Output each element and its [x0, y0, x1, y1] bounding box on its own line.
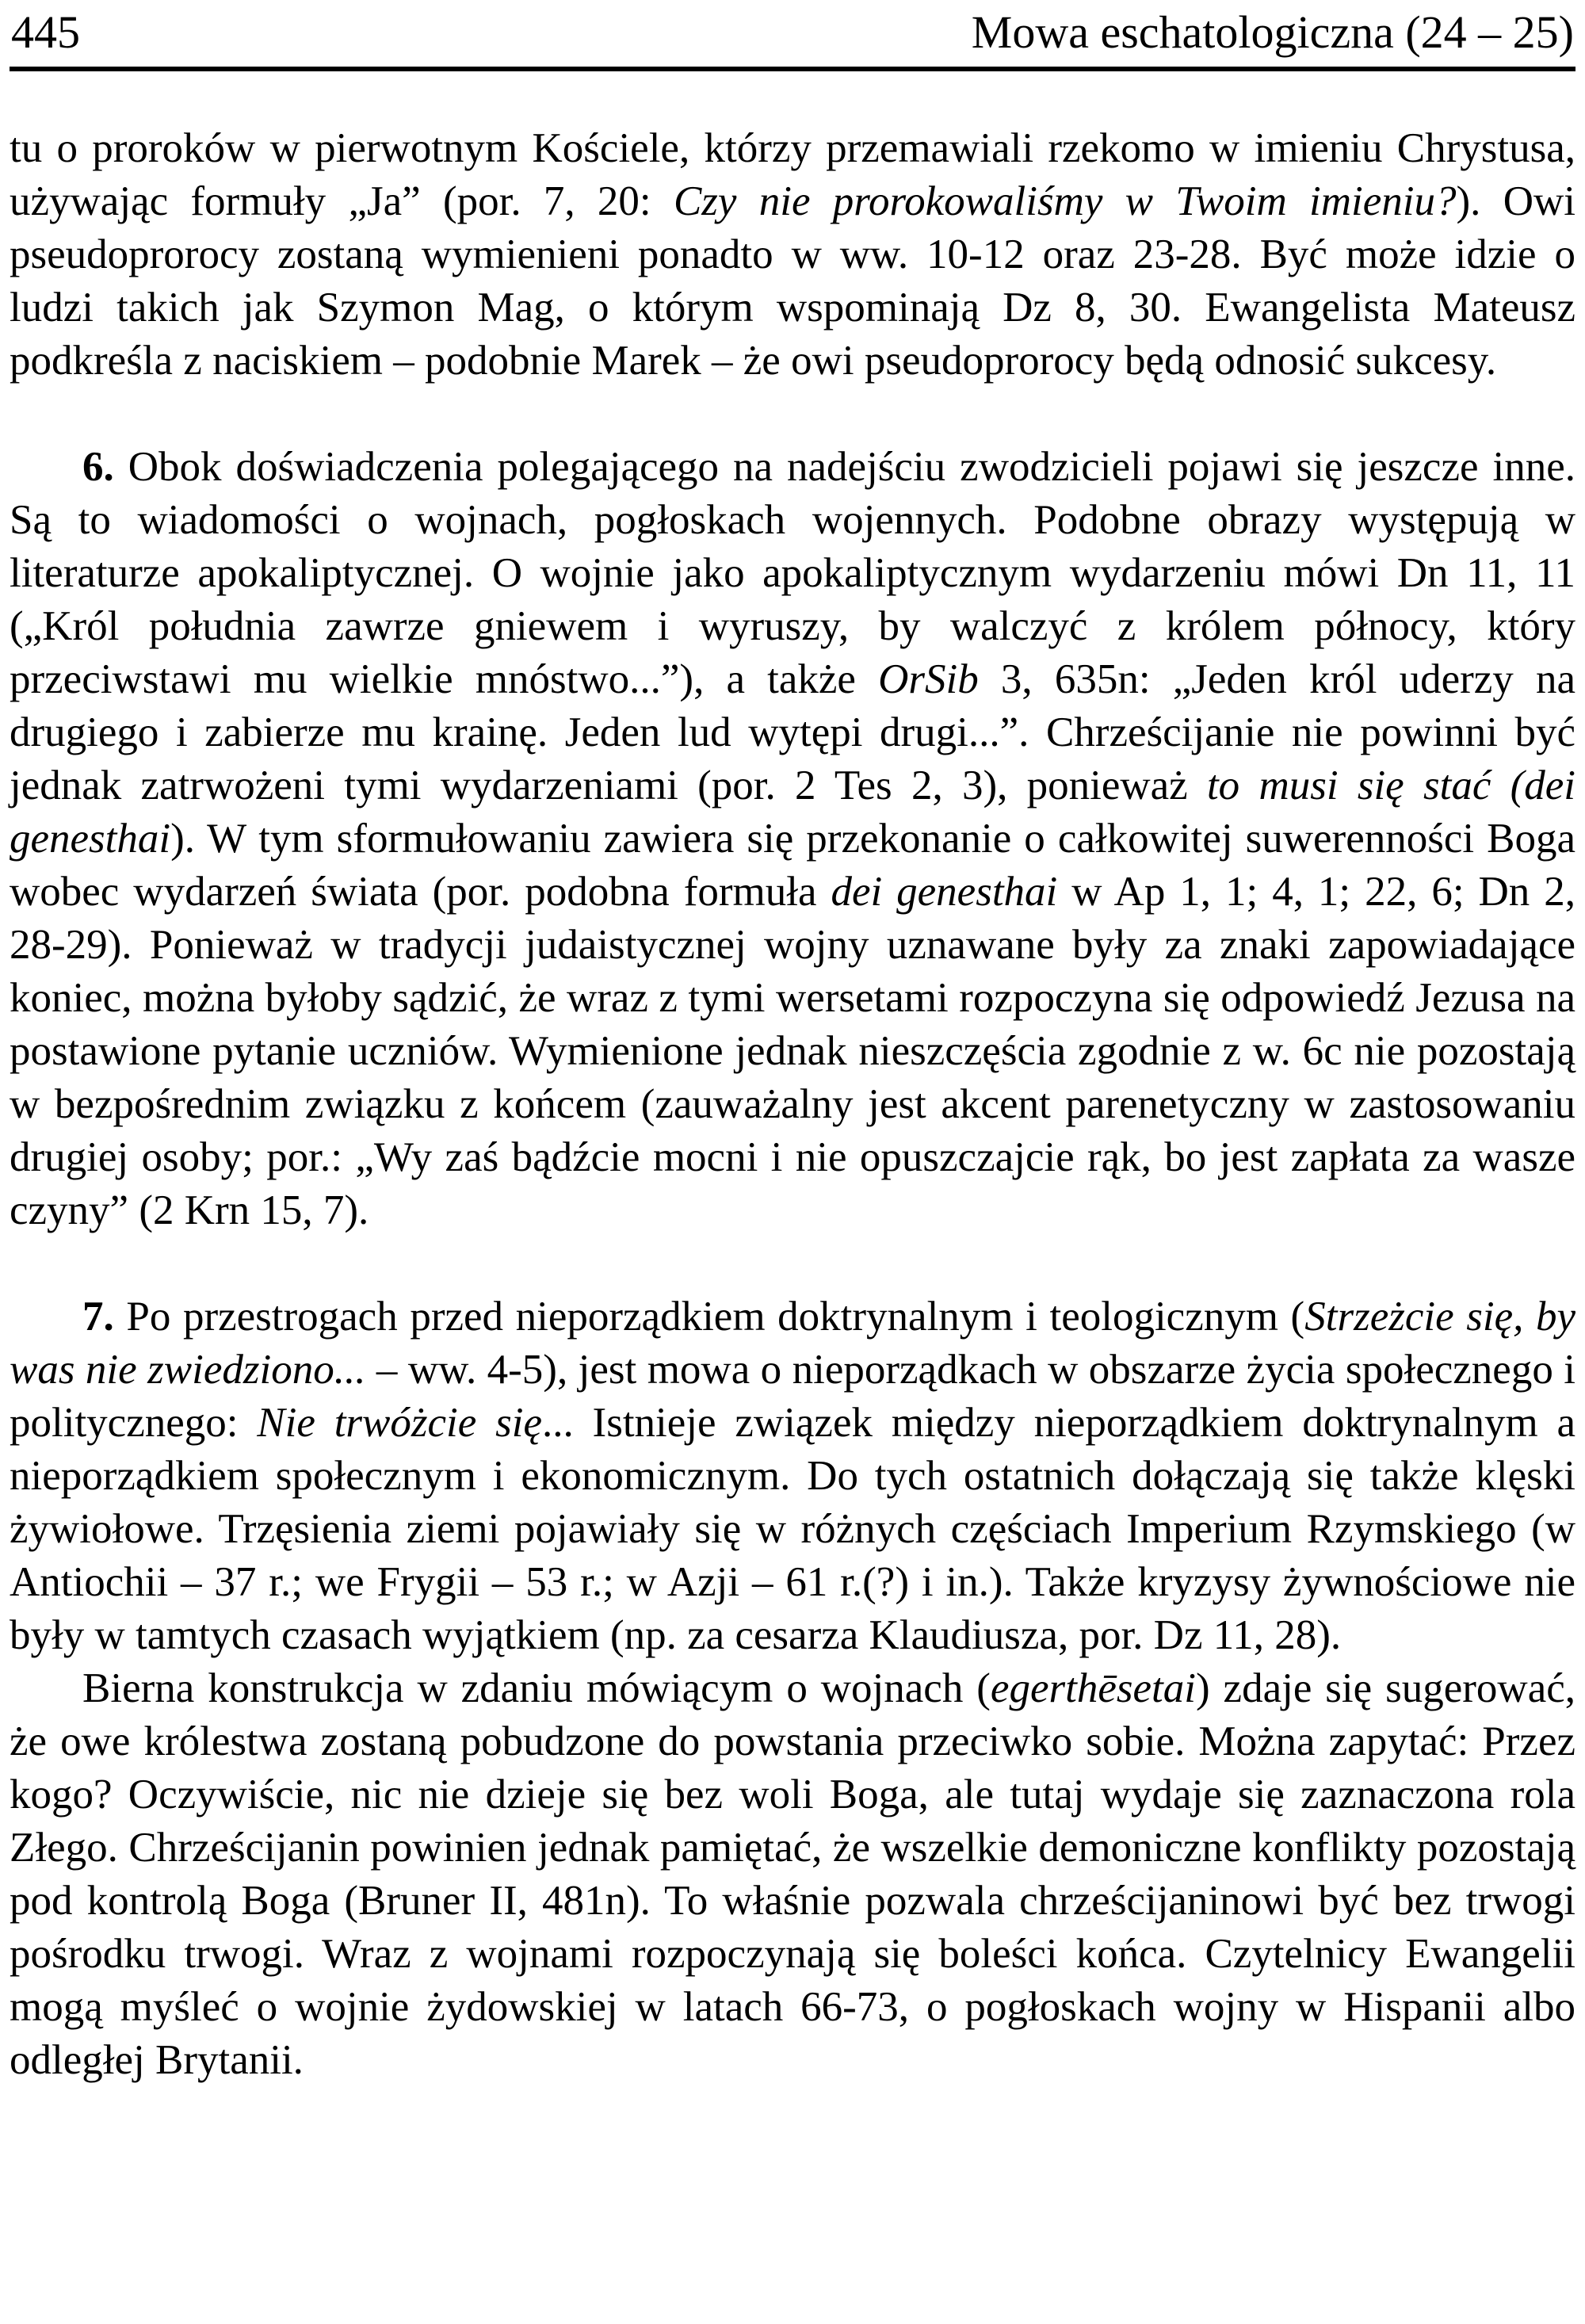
paragraph-continuation — [10, 122, 1575, 388]
text-run: Po przestrogach przed nieporządkiem doktrynalnym i teologicznym ( — [113, 1294, 1305, 1340]
text-run: dei genesthai — [831, 869, 1058, 915]
page-header — [10, 6, 1575, 59]
text-run: Strzeżcie się, by was nie zwiedziono... — [10, 1294, 1575, 1393]
text-run: w Ap 1, 1; 4, 1; 22, 6; Dn 2, 28-29). Ponieważ w tradycji judaistycznej wojny uznawane były za znaki zapowiadające koniec, można byłoby sądzić, że wraz z tymi wersetami rozpoczyna się odpowiedź Jezusa na postawione pytanie uczniów. Wymienione jednak nieszczęścia zgodnie z w. 6c nie pozostają w bezpośrednim związku z końcem (zauważalny jest akcent parenetyczny w zastosowaniu drugiej osoby; por.: „Wy zaś bądźcie mocni i nie opuszczajcie rąk, bo jest zapłata za wasze czyny” (2 Krn 15, 7). — [10, 869, 1576, 1233]
text-run: Czy nie prorokowaliśmy w Twoim imieniu? — [673, 178, 1457, 224]
paragraph-bierna-konstrukcja — [10, 1662, 1575, 2087]
paragraph-section-6 — [10, 441, 1575, 1237]
text-run: to musi się stać (dei genesthai — [10, 763, 1576, 862]
text-run: 3, 635n: „Jeden król uderzy na drugiego i zabierze mu krainę. Jeden lud wytępi drugi...”. Chrześcijanie nie powinni być jednak zatrwożeni tymi wydarzeniami (por. 2 Tes 2, 3), ponieważ — [10, 656, 1575, 808]
text-run: tu o proroków w pierwotnym Kościele, którzy przemawiali rzekomo w imieniu Chrystusa, używając formuły „Ja” (por. 7, 20: — [10, 125, 1575, 224]
paragraph-section-7 — [10, 1290, 1575, 1662]
header-rule — [10, 67, 1575, 71]
text-run: ... Istnieje związek między nieporządkiem doktrynalnym a nieporządkiem społecznym i ekonomicznym. Do tych ostatnich dołączają się także klęski żywiołowe. Trzęsienia ziemi pojawiały się w różnych częściach Imperium Rzymskiego (w Antiochii – 37 r.; we Frygii – 53 r.; w Azji – 61 r.(?) i in.). Także kryzysy żywnościowe nie były w tamtych czasach wyjątkiem (np. za cesarza Klaudiusza, por. Dz 11, 28). — [10, 1400, 1575, 1658]
text-run: egerthēsetai — [990, 1665, 1196, 1711]
text-run: ). W tym sformułowaniu zawiera się przekonanie o całkowitej suwerenności Boga wobec wydarzeń świata (por. podobna formuła — [10, 816, 1575, 915]
text-run: 6. — [82, 444, 114, 490]
text-run: Obok doświadczenia polegającego na nadejściu zwodzicieli pojawi się jeszcze inne. Są to wiadomości o wojnach, pogłoskach wojennych. Podobne obrazy występują w literaturze apokaliptycznej. O wojnie jako apokaliptycznym wydarzeniu mówi Dn 11, 11 („Król południa zawrze gniewem i wyruszy, by walczyć z królem północy, który przeciwstawi mu wielkie mnóstwo...”), a także — [10, 444, 1575, 702]
page-body — [10, 122, 1575, 2087]
page-number: 445 — [11, 6, 80, 58]
running-title: Mowa eschatologiczna (24 – 25) — [971, 6, 1574, 58]
text-run: 7. — [82, 1294, 114, 1340]
text-run: OrSib — [878, 656, 979, 702]
text-run: ). Owi pseudoprorocy zostaną wymienieni ponadto w ww. 10-12 oraz 23-28. Być może idzie o ludzi takich jak Szymon Mag, o którym wspominają Dz 8, 30. Ewangelista Mateusz podkreśla z naciskiem – podobnie Marek – że owi pseudoprorocy będą odnosić sukcesy. — [10, 178, 1575, 384]
text-run: ) zdaje się sugerować, że owe królestwa zostaną pobudzone do powstania przeciwko sobie. Można zapytać: Przez kogo? Oczywiście, nic nie dzieje się bez woli Boga, ale tutaj wydaje się zaznaczona rola Złego. Chrześcijanin powinien jednak pamiętać, że wszelkie demoniczne konflikty pozostają pod kontrolą Boga (Bruner II, 481n). To właśnie pozwala chrześcijaninowi być bez trwogi pośrodku trwogi. Wraz z wojnami rozpoczynają się boleści końca. Czytelnicy Ewangelii mogą myśleć o wojnie żydowskiej w latach 66-73, o pogłoskach wojny w Hispanii albo odległej Brytanii. — [10, 1665, 1575, 2083]
text-run: Nie trwóżcie się — [257, 1400, 542, 1446]
text-run: – ww. 4-5), jest mowa o nieporządkach w obszarze życia społecznego i politycznego: — [10, 1347, 1575, 1446]
text-run: Bierna konstrukcja w zdaniu mówiącym o wojnach ( — [82, 1665, 991, 1711]
